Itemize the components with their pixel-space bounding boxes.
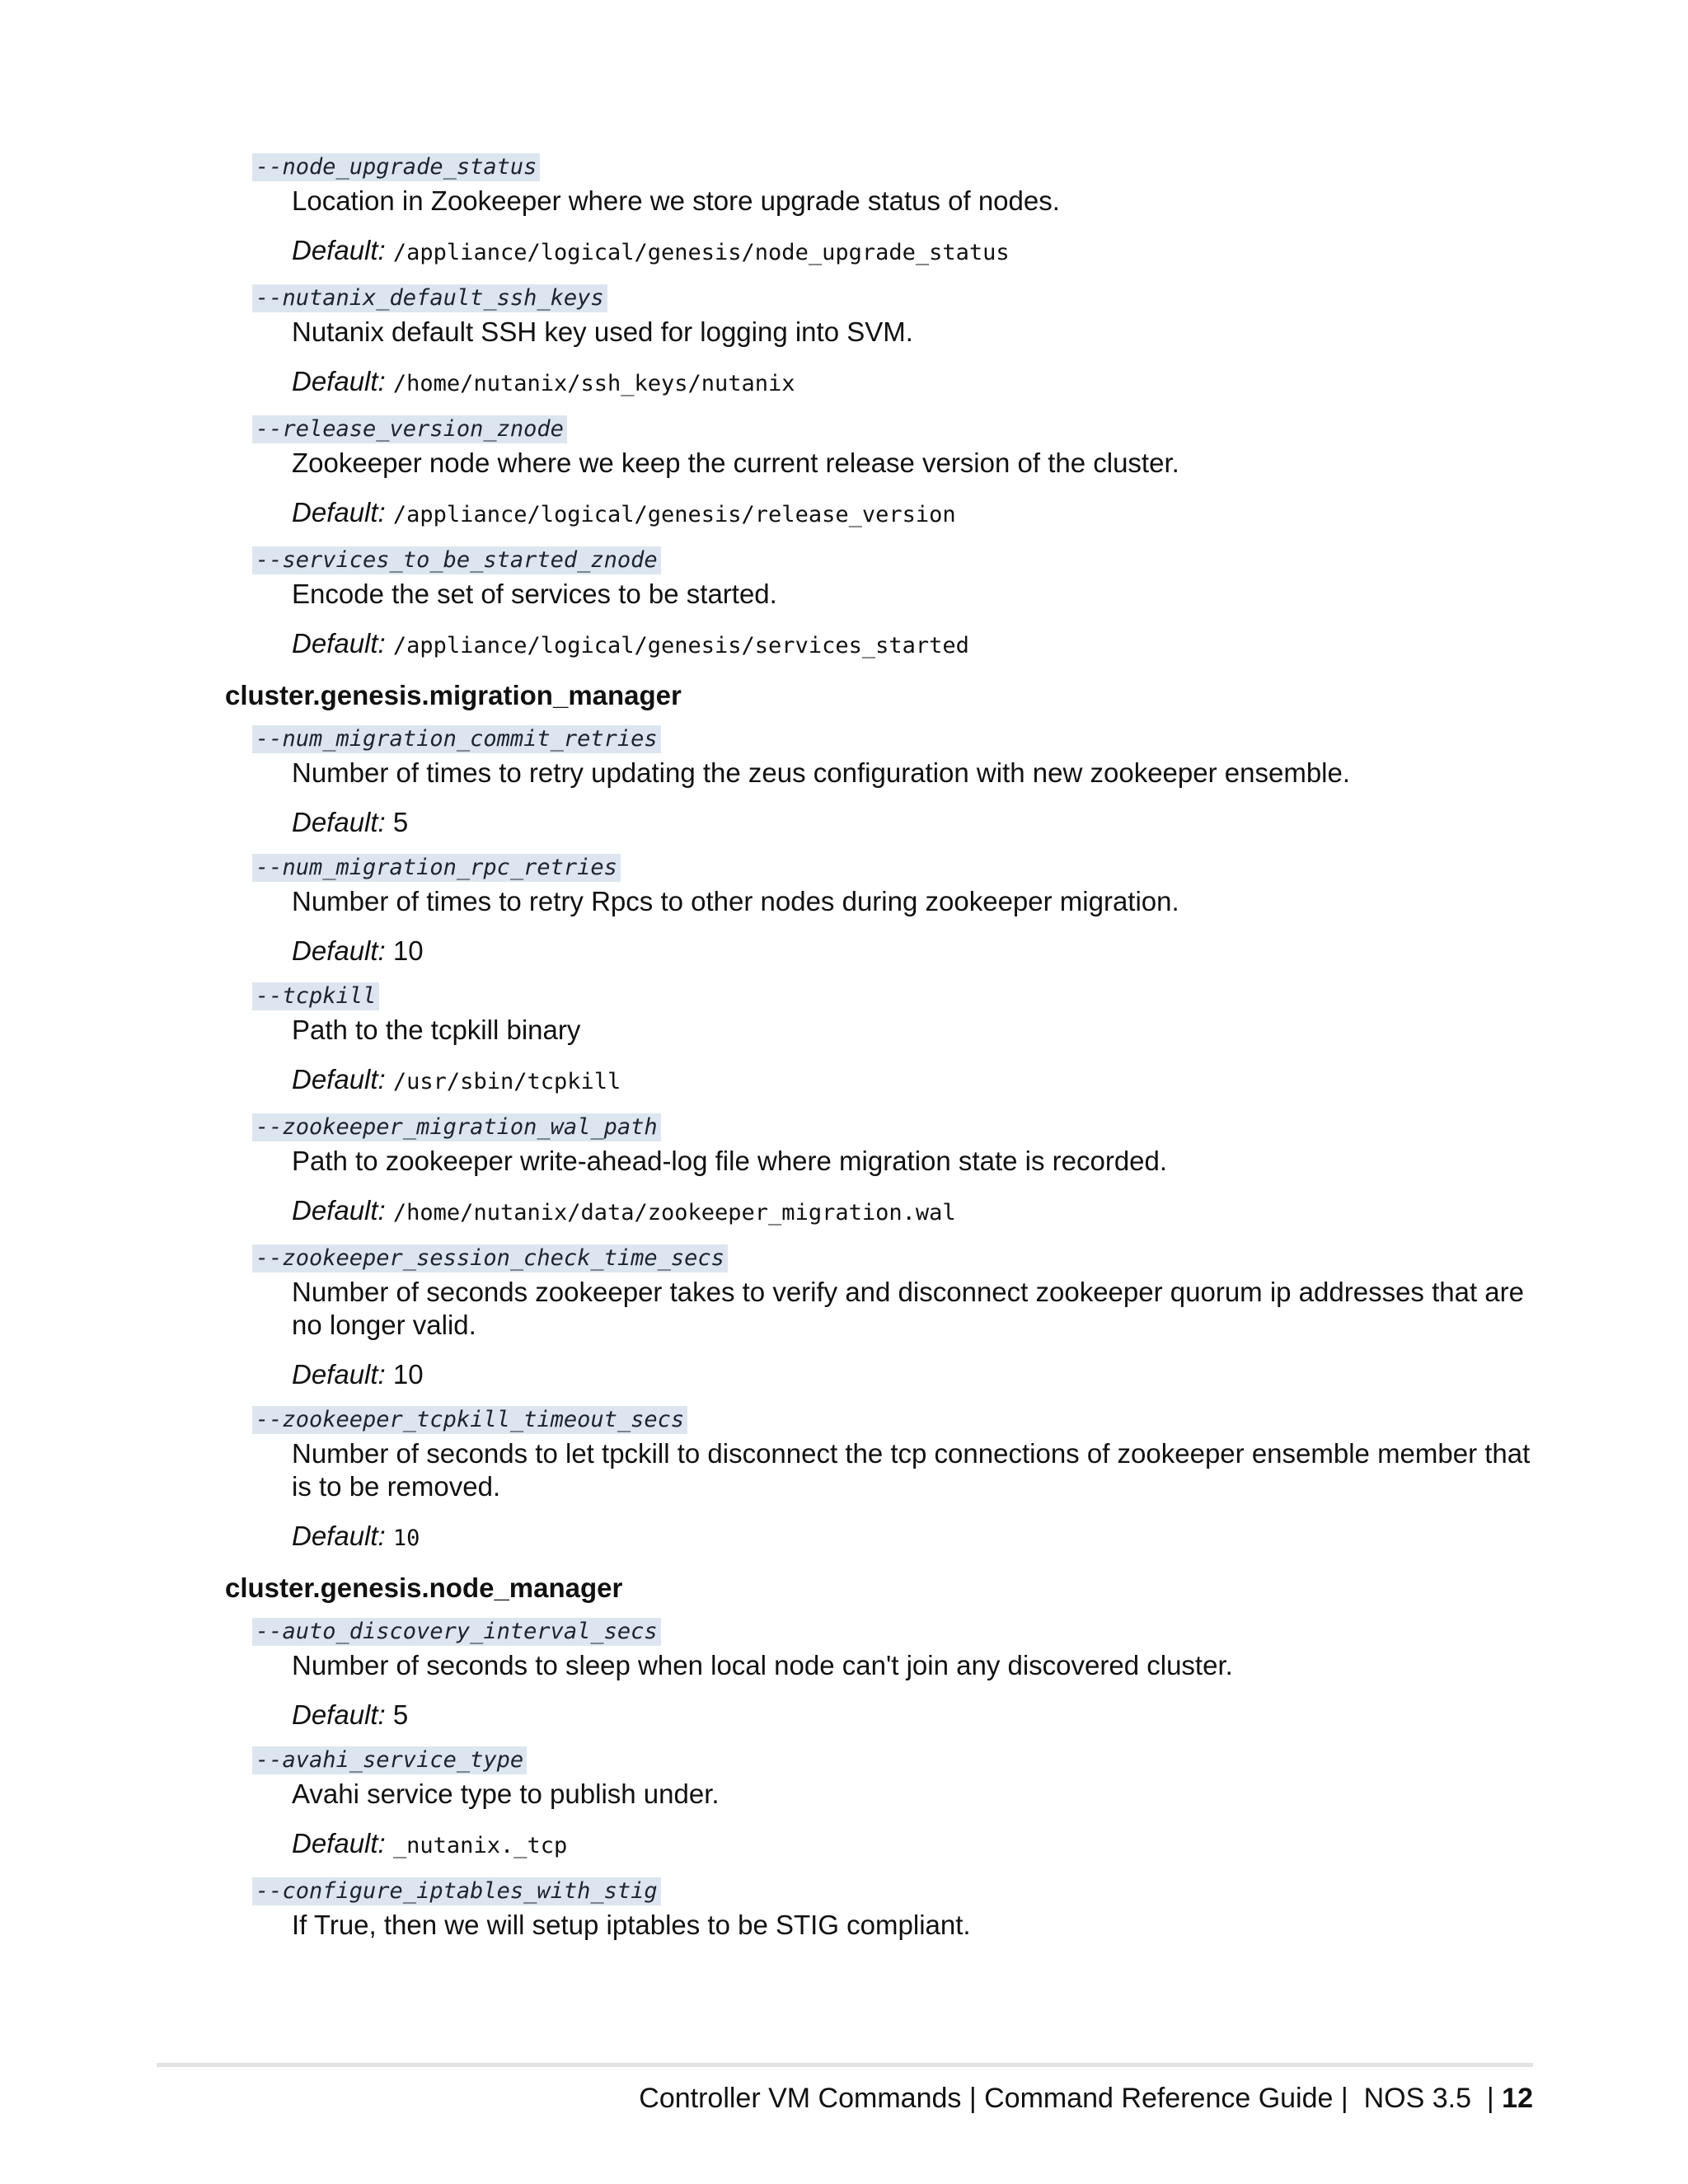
default-label: Default:: [292, 366, 386, 396]
option-description: Path to zookeeper write-ahead-log file where migration state is recorded.: [292, 1146, 1168, 1176]
default-value: /home/nutanix/ssh_keys/nutanix: [392, 371, 795, 396]
section-heading: cluster.genesis.node_manager: [225, 1572, 623, 1603]
default-label: Default:: [292, 1195, 386, 1226]
option-default: [292, 627, 1544, 663]
footer-divider: [157, 2063, 1533, 2067]
option-description: If True, then we will setup iptables to be STIG compliant.: [292, 1910, 971, 1940]
option-entry: [225, 284, 1544, 401]
option-entry: [225, 982, 1544, 1099]
option-default: [292, 806, 1544, 839]
option-name: --zookeeper_migration_wal_path: [252, 1113, 661, 1141]
option-default: [292, 935, 1544, 968]
default-value: 10: [392, 1359, 424, 1390]
option-entry: [225, 725, 1544, 839]
option-entry: [225, 1244, 1544, 1391]
option-default: [292, 1194, 1544, 1230]
default-value: 10: [392, 1526, 420, 1551]
option-entry: [225, 854, 1544, 968]
option-name: --avahi_service_type: [252, 1746, 527, 1774]
option-name: --zookeeper_session_check_time_secs: [252, 1244, 728, 1272]
option-default: [292, 1358, 1544, 1391]
default-label: Default:: [292, 935, 386, 966]
option-description: Number of seconds to sleep when local node can't join any discovered cluster.: [292, 1650, 1233, 1680]
option-description: Number of times to retry Rpcs to other nodes during zookeeper migration.: [292, 886, 1179, 916]
option-entry: [225, 415, 1544, 532]
option-name: --tcpkill: [252, 982, 379, 1010]
default-value: /appliance/logical/genesis/services_started: [392, 633, 969, 658]
page-content: [225, 153, 1544, 1957]
default-label: Default:: [292, 1828, 386, 1858]
option-name: --configure_iptables_with_stig: [252, 1877, 661, 1905]
option-name: --release_version_znode: [252, 415, 567, 443]
option-default: [292, 365, 1544, 401]
option-name: --node_upgrade_status: [252, 153, 540, 181]
option-name: --num_migration_rpc_retries: [252, 854, 621, 882]
option-name: --zookeeper_tcpkill_timeout_secs: [252, 1406, 687, 1434]
option-entry: [225, 1877, 1544, 1942]
option-description: Avahi service type to publish under.: [292, 1779, 720, 1809]
section-heading: cluster.genesis.migration_manager: [225, 680, 682, 710]
default-label: Default:: [292, 1359, 386, 1390]
option-entry: [225, 1113, 1544, 1230]
default-value: /home/nutanix/data/zookeeper_migration.wal: [392, 1200, 956, 1226]
option-description: Number of times to retry updating the zeus configuration with new zookeeper ensemble.: [292, 757, 1351, 788]
default-label: Default:: [292, 807, 386, 837]
option-entry: [225, 1746, 1544, 1863]
option-description: Encode the set of services to be started.: [292, 579, 777, 609]
default-label: Default:: [292, 497, 386, 527]
option-default: [292, 1827, 1544, 1863]
default-value: _nutanix._tcp: [392, 1833, 568, 1858]
option-name: --nutanix_default_ssh_keys: [252, 284, 607, 312]
page-number: 12: [1502, 2083, 1533, 2114]
option-entry: [225, 153, 1544, 269]
default-value: /usr/sbin/tcpkill: [392, 1069, 621, 1094]
default-value: 5: [392, 1699, 409, 1730]
option-default: [292, 1699, 1544, 1732]
option-description: Path to the tcpkill binary: [292, 1015, 581, 1045]
default-label: Default:: [292, 628, 386, 658]
option-default: [292, 1520, 1544, 1555]
option-description: Zookeeper node where we keep the current release version of the cluster.: [292, 448, 1179, 478]
option-default: [292, 496, 1544, 532]
option-description: Location in Zookeeper where we store upgrade status of nodes.: [292, 185, 1060, 216]
default-label: Default:: [292, 1064, 386, 1094]
option-entry: [225, 1406, 1544, 1555]
option-description: Number of seconds zookeeper takes to verify and disconnect zookeeper quorum ip addresses that are no longer valid.: [292, 1277, 1525, 1340]
default-label: Default:: [292, 235, 386, 265]
default-label: Default:: [292, 1521, 386, 1551]
option-description: Nutanix default SSH key used for logging into SVM.: [292, 316, 913, 347]
option-entry: [225, 546, 1544, 663]
option-name: --auto_discovery_interval_secs: [252, 1618, 661, 1646]
option-default: [292, 1063, 1544, 1099]
option-description: Number of seconds to let tpckill to disconnect the tcp connections of zookeeper ensemble member that is to be removed.: [292, 1438, 1531, 1502]
default-value: 10: [392, 935, 424, 966]
option-default: [292, 234, 1544, 269]
option-name: --services_to_be_started_znode: [252, 546, 661, 574]
page-footer: [639, 2080, 1533, 2116]
default-label: Default:: [292, 1699, 386, 1730]
footer-text: Controller VM Commands | Command Reference Guide | NOS 3.5 |: [639, 2083, 1503, 2114]
default-value: /appliance/logical/genesis/node_upgrade_status: [392, 240, 1010, 265]
default-value: /appliance/logical/genesis/release_version: [392, 502, 956, 527]
option-entry: [225, 1618, 1544, 1732]
option-name: --num_migration_commit_retries: [252, 725, 661, 753]
default-value: 5: [392, 807, 409, 837]
